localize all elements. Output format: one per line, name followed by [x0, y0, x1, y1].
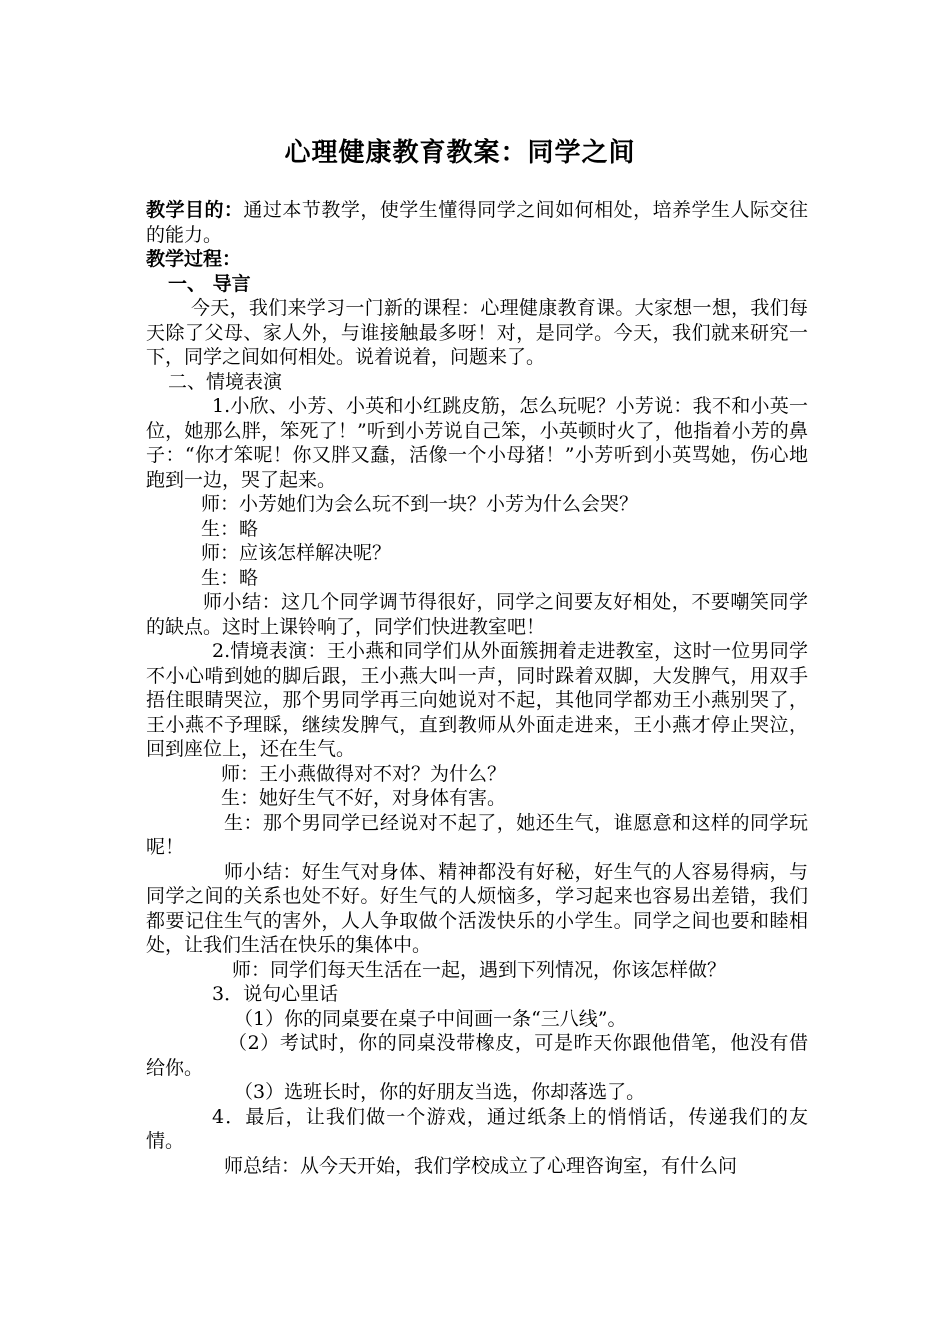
- goal-text: 通过本节教学，使学生懂得同学之间如何相处，培养学生人际交往的能力。: [146, 199, 808, 246]
- document-body: [146, 198, 808, 1178]
- dialog-line: 生：略: [201, 566, 259, 589]
- scene-1-paragraph: 1.小欣、小芳、小英和小红跳皮筋，怎么玩呢？小芳说：我不和小英一位，她那么胖，笨死了！”听到小芳说自己笨，小英顿时火了，他指着小芳的鼻子：“你才笨呢！你又胖又蠢，活像一个小母猪！”小芳听到小英骂她，伤心地跑到一边，哭了起来。: [146, 395, 808, 491]
- intro-paragraph: 今天，我们来学习一门新的课程：心理健康教育课。大家想一想，我们每天除了父母、家人外，与谁接触最多呀！对，是同学。今天，我们就来研究一下，同学之间如何相处。说着说着，问题来了。: [146, 297, 808, 368]
- final-summary: 师总结：从今天开始，我们学校成立了心理咨询室，有什么问: [224, 1154, 738, 1177]
- item-3-sub-2: （2）考试时，你的同桌没带橡皮，可是昨天你跟他借笔，他没有借给你。: [146, 1032, 808, 1079]
- item-4-paragraph: 4．最后，让我们做一个游戏，通过纸条上的悄悄话，传递我们的友情。: [146, 1105, 808, 1152]
- item-3-heading: 3．说句心里话: [212, 983, 339, 1005]
- dialog-line: 师：王小燕做得对不对？为什么？: [221, 762, 507, 785]
- section-heading-intro: 一、 导言: [168, 272, 251, 295]
- scene-2-paragraph: 2.情境表演：王小燕和同学们从外面簇拥着走进教室，这时一位男同学不小心啃到她的脚后跟，王小燕大叫一声，同时跺着双脚，大发脾气，用双手捂住眼睛哭泣，那个男同学再三向她说对不起，其他同学都劝王小燕别哭了，王小燕不予理睬，继续发脾气，直到教师从外面走进来，王小燕才停止哭泣，回到座位上，还在生气。: [146, 640, 808, 760]
- section-heading-roleplay: 二、情境表演: [168, 370, 283, 393]
- dialog-line: 生：略: [201, 517, 259, 540]
- dialog-line: 生：她好生气不好，对身体有害。: [221, 787, 507, 809]
- teaching-goal: [146, 198, 808, 247]
- item-3-sub-3: （3）选班长时，你的好朋友当选，你却落选了。: [234, 1081, 646, 1103]
- process-label: 教学过程：: [146, 248, 242, 270]
- dialog-line: 师：小芳她们为会么玩不到一块？小芳为什么会哭？: [201, 493, 639, 515]
- summary-2-paragraph: 师小结：好生气对身体、精神都没有好秘，好生气的人容易得病，与同学之间的关系也处不好。好生气的人烦恼多，学习起来也容易出差错，我们都要记住生气的害外，人人争取做个活泼快乐的小学生。同学之间也要和睦相处，让我们生活在快乐的集体中。: [146, 860, 808, 956]
- teacher-question: 师：同学们每天生活在一起，遇到下列情况，你该怎样做？: [232, 958, 727, 981]
- dialog-line: 师：应该怎样解决呢？: [201, 542, 392, 564]
- dialog-line-long: 生：那个男同学已经说对不起了，她还生气，谁愿意和这样的同学玩呢！: [146, 811, 808, 858]
- summary-1-paragraph: 师小结：这几个同学调节得很好，同学之间要友好相处，不要嘲笑同学的缺点。这时上课铃响了，同学们快进教室吧！: [146, 591, 808, 638]
- goal-label: 教学目的：: [146, 199, 244, 221]
- document-title: 心理健康教育教案：同学之间: [284, 138, 636, 168]
- item-3-sub-1: （1）你的同桌要在桌子中间画一条“三八线”。: [234, 1007, 627, 1030]
